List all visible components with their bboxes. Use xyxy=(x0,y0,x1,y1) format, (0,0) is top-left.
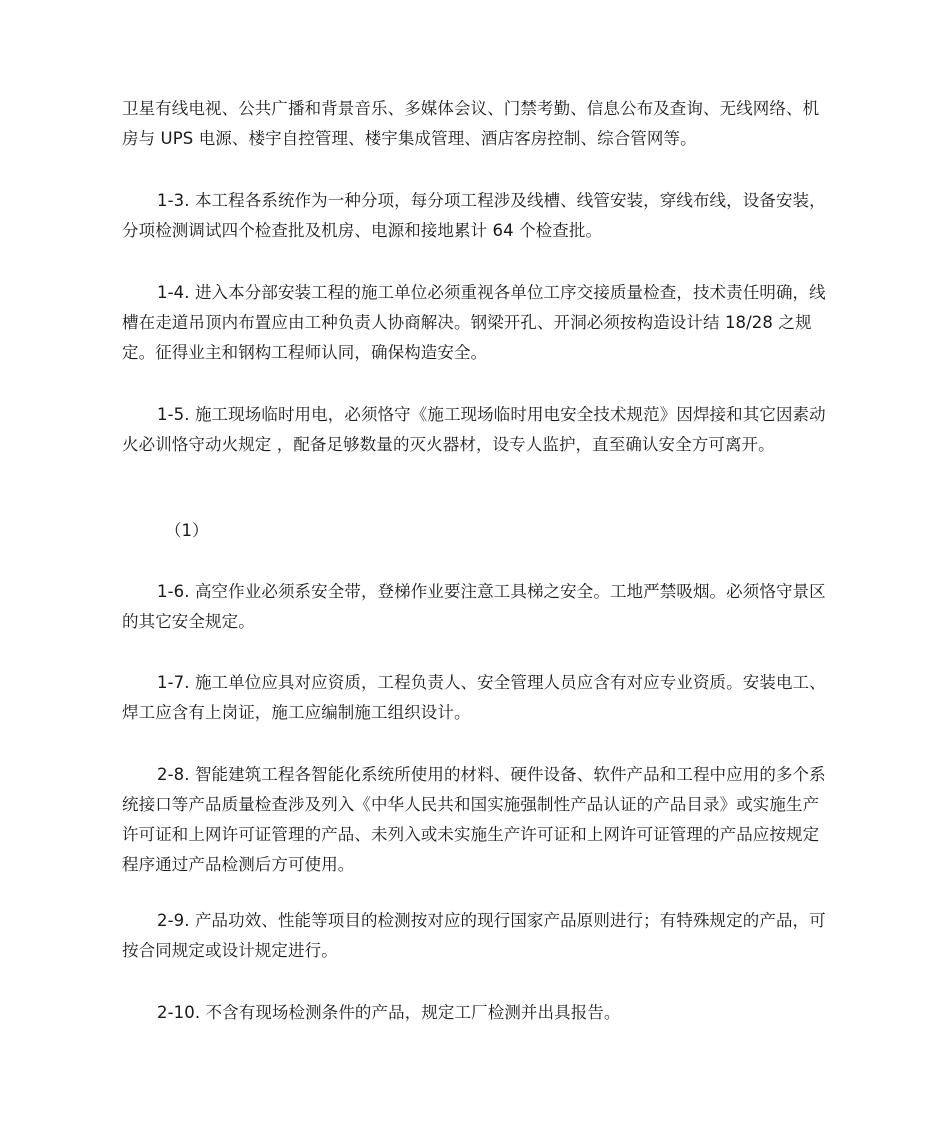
paragraph-1-4: 1-4. 进入本分部安装工程的施工单位必须重视各单位工序交接质量检查，技术责任明确，线槽在走道吊顶内布置应由工种负责人协商解决。钢梁开孔、开洞必须按构造设计结 18/28 之规定。征得业主和钢构工程师认同，确保构造安全。 xyxy=(122,283,826,362)
paragraph-2-10: 2-10. 不含有现场检测条件的产品，规定工厂检测并出具报告。 xyxy=(157,1003,621,1022)
paragraph-systems-list: 卫星有线电视、公共广播和背景音乐、多媒体会议、门禁考勤、信息公布及查询、无线网络、机房与 UPS 电源、楼宇自控管理、楼宇集成管理、酒店客房控制、综合管网等。 xyxy=(122,99,820,148)
list-marker-1: （1） xyxy=(165,521,209,540)
paragraph-1-7: 1-7. 施工单位应具对应资质，工程负责人、安全管理人员应含有对应专业资质。安装电工、焊工应含有上岗证，施工应编制施工组织设计。 xyxy=(122,673,826,722)
paragraph-1-5: 1-5. 施工现场临时用电，必须恪守《施工现场临时用电安全技术规范》因焊接和其它因素动火必训恪守动火规定 ，配备足够数量的灭火器材，设专人监护，直至确认安全方可离开。 xyxy=(122,405,826,454)
paragraph-1-6: 1-6. 高空作业必须系安全带，登梯作业要注意工具梯之安全。工地严禁吸烟。必须恪守景区的其它安全规定。 xyxy=(122,582,826,631)
paragraph-1-3: 1-3. 本工程各系统作为一种分项，每分项工程涉及线槽、线管安装，穿线布线，设备安装，分项检测调试四个检查批及机房、电源和接地累计 64 个检查批。 xyxy=(122,191,826,240)
paragraph-2-8: 2-8. 智能建筑工程各智能化系统所使用的材料、硬件设备、软件产品和工程中应用的多个系统接口等产品质量检查涉及列入《中华人民共和国实施强制性产品认证的产品目录》或实施生产许可证和上网许可证管理的产品、未列入或未实施生产许可证和上网许可证管理的产品应按规定程序通过产品检测后方可使用。 xyxy=(122,765,826,874)
paragraph-2-9: 2-9. 产品功效、性能等项目的检测按对应的现行国家产品原则进行；有特殊规定的产品，可按合同规定或设计规定进行。 xyxy=(122,911,826,960)
